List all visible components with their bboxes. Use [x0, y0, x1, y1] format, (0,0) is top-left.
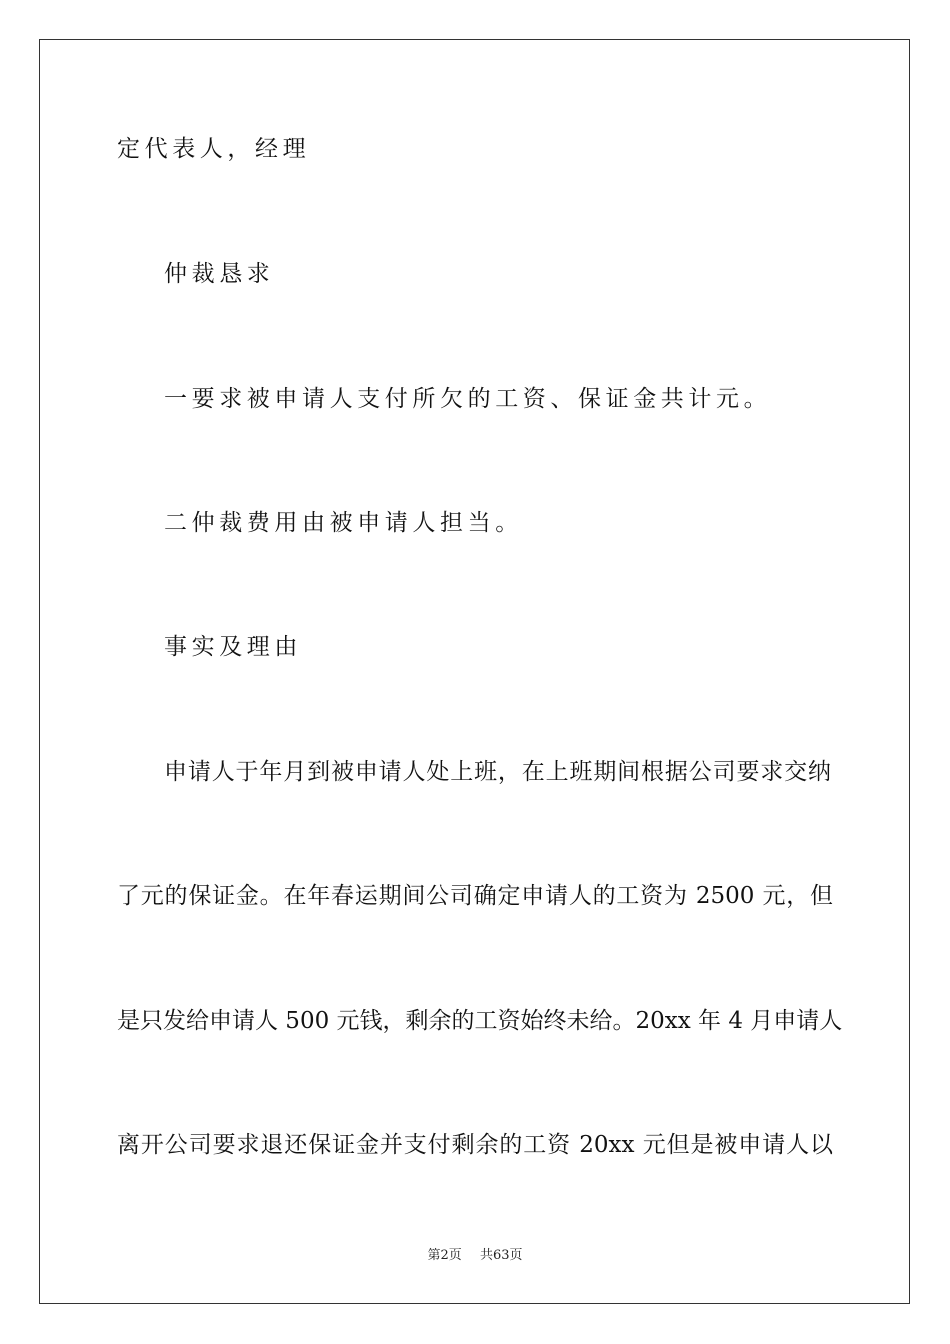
page-footer [0, 1248, 950, 1264]
page-number: 第2页 [427, 1248, 462, 1263]
text-line-legal-representative: 定代表人，经理 [117, 136, 311, 162]
heading-arbitration-request: 仲裁恳求 [164, 261, 275, 287]
facts-paragraph-line-4: 离开公司要求退还保证金并支付剩余的工资 20xx 元但是被申请人以 [117, 1132, 833, 1158]
facts-paragraph-line-2: 了元的保证金。在年春运期间公司确定申请人的工资为 2500 元，但 [117, 883, 833, 909]
page-border [39, 39, 910, 1304]
facts-paragraph-line-3: 是只发给申请人 500 元钱，剩余的工资始终未给。20xx 年 4 月申请人 [117, 1008, 843, 1034]
facts-paragraph-line-1: 申请人于年月到被申请人处上班，在上班期间根据公司要求交纳 [164, 759, 831, 785]
page-total: 共63页 [479, 1248, 523, 1263]
heading-facts-and-reasons: 事实及理由 [164, 634, 302, 660]
request-item-two: 二仲裁费用由被申请人担当。 [164, 510, 523, 536]
request-item-one: 一要求被申请人支付所欠的工资、保证金共计元。 [164, 386, 772, 412]
